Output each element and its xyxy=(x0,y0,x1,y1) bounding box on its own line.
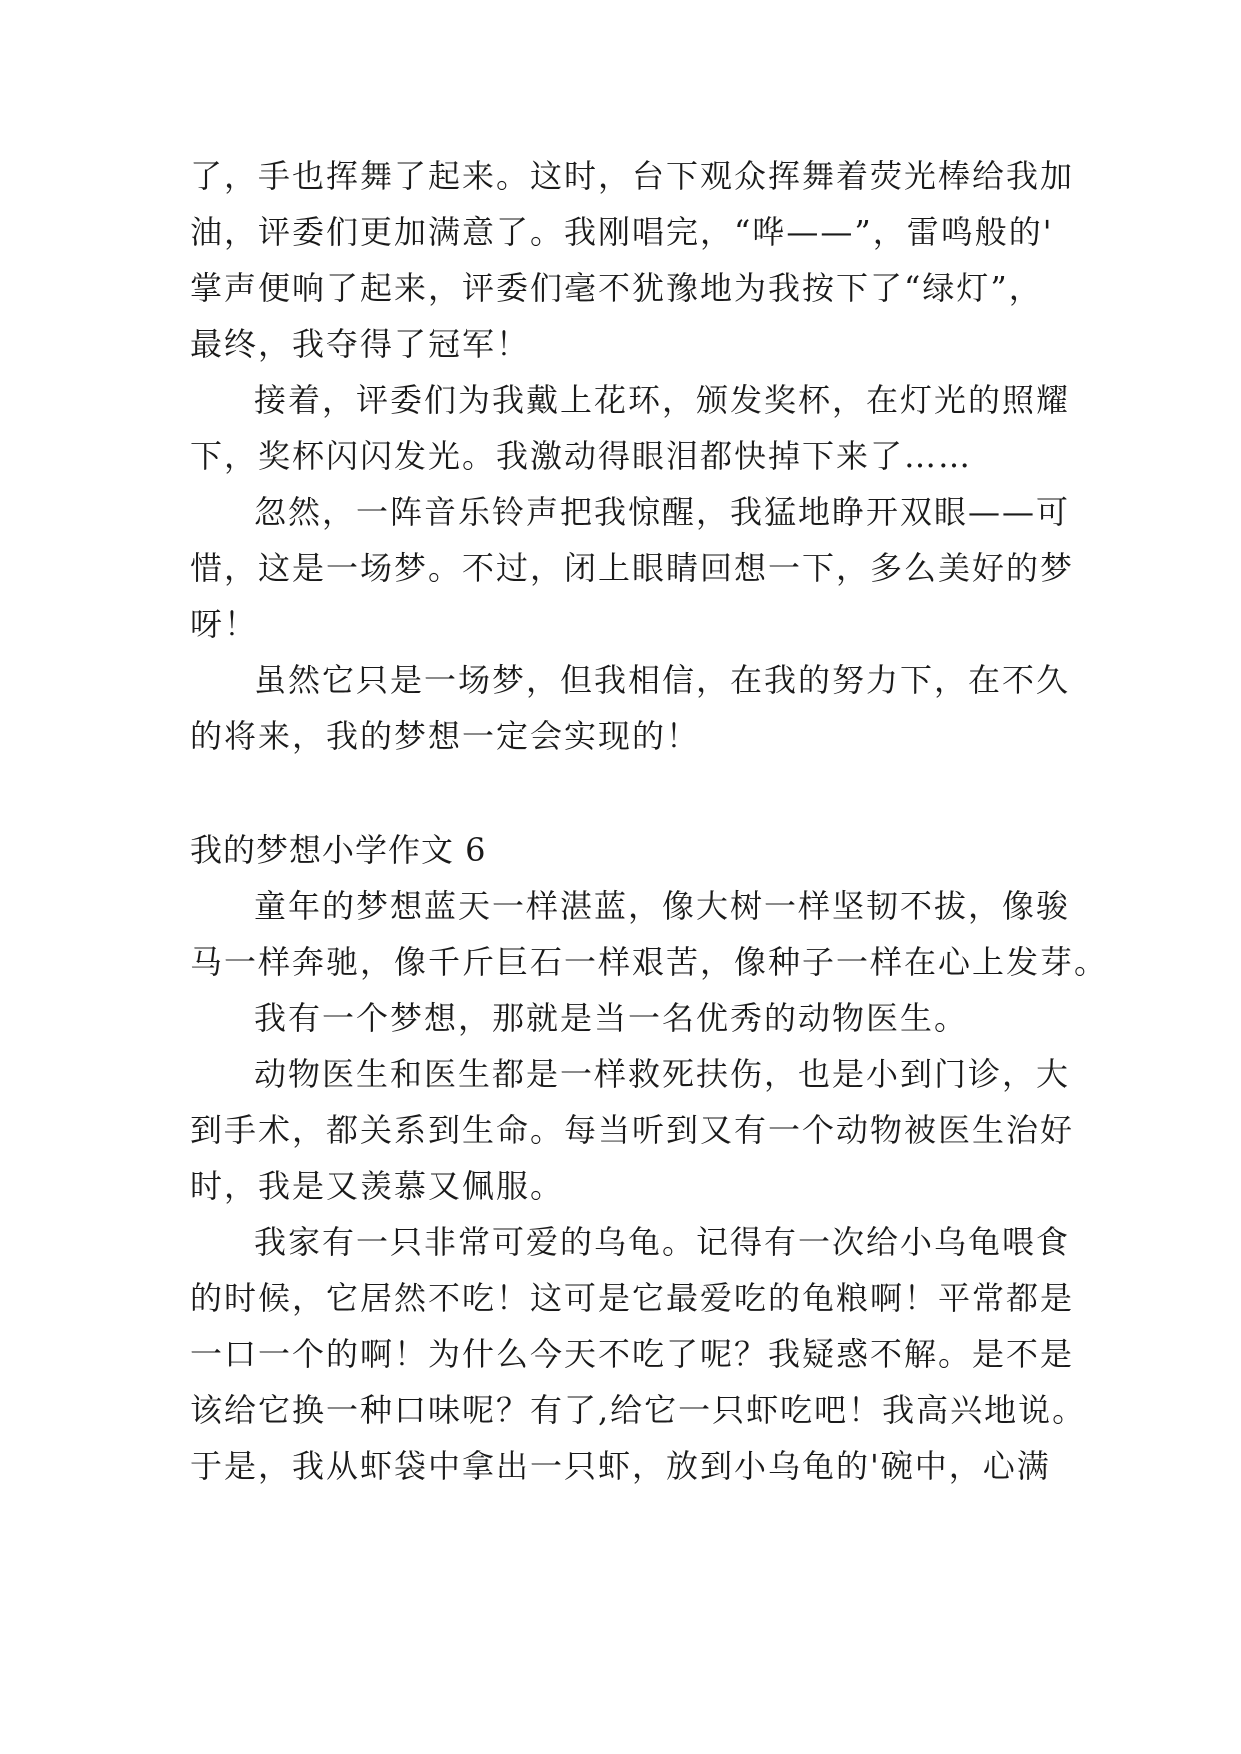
text-line: 时，我是又羡慕又佩服。 xyxy=(190,1167,565,1205)
paragraph-first-line: 我家有一只非常可爱的乌龟。记得有一次给小乌龟喂食 xyxy=(254,1223,1071,1261)
paragraph-first-line: 我有一个梦想，那就是当一名优秀的动物医生。 xyxy=(254,999,969,1037)
text-line: 最终，我夺得了冠军！ xyxy=(190,325,531,363)
text-line: 的时候，它居然不吃！这可是它最爱吃的龟粮啊！平常都是 xyxy=(190,1279,1075,1317)
text-line: 于是，我从虾袋中拿出一只虾，放到小乌龟的'碗中，心满 xyxy=(190,1447,1051,1485)
text-line: 一口一个的啊！为什么今天不吃了呢？我疑惑不解。是不是 xyxy=(190,1335,1075,1373)
text-line: 的将来，我的梦想一定会实现的！ xyxy=(190,717,701,755)
text-line: 马一样奔驰，像千斤巨石一样艰苦，像种子一样在心上发芽。 xyxy=(190,943,1109,981)
text-line: 到手术，都关系到生命。每当听到又有一个动物被医生治好 xyxy=(190,1111,1075,1149)
text-line: 下，奖杯闪闪发光。我激动得眼泪都快掉下来了…… xyxy=(190,437,973,475)
paragraph-first-line: 动物医生和医生都是一样救死扶伤，也是小到门诊，大 xyxy=(254,1055,1071,1093)
paragraph-first-line: 忽然，一阵音乐铃声把我惊醒，我猛地睁开双眼——可 xyxy=(254,493,1071,531)
paragraph-first-line: 虽然它只是一场梦，但我相信，在我的努力下，在不久 xyxy=(254,661,1071,699)
text-line: 惜，这是一场梦。不过，闭上眼睛回想一下，多么美好的梦 xyxy=(190,549,1075,587)
text-line: 油，评委们更加满意了。我刚唱完，“哗——”，雷鸣般的' xyxy=(190,213,1054,251)
paragraph-first-line: 童年的梦想蓝天一样湛蓝，像大树一样坚韧不拔，像骏 xyxy=(254,887,1071,925)
text-line: 了，手也挥舞了起来。这时，台下观众挥舞着荧光棒给我加 xyxy=(190,157,1075,195)
text-line: 掌声便响了起来，评委们毫不犹豫地为我按下了“绿灯”， xyxy=(190,269,1043,307)
section-heading: 我的梦想小学作文 6 xyxy=(190,831,487,869)
paragraph-first-line: 接着，评委们为我戴上花环，颁发奖杯，在灯光的照耀 xyxy=(254,381,1071,419)
text-line: 呀！ xyxy=(190,605,259,643)
text-line: 该给它换一种口味呢？有了,给它一只虾吃吧！我高兴地说。 xyxy=(190,1391,1087,1429)
